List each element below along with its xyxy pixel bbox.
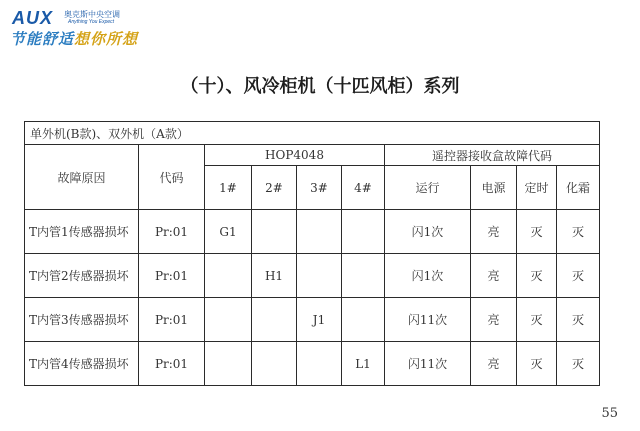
cell-cause: T内管1传感器损坏 [25, 210, 139, 254]
cell-timer: 灭 [517, 298, 557, 342]
header-code: 代码 [139, 145, 205, 210]
cell-timer: 灭 [517, 210, 557, 254]
cell-timer: 灭 [517, 254, 557, 298]
cell-defrost: 灭 [557, 298, 600, 342]
cell-code: Pr:01 [139, 342, 205, 386]
cell-timer: 灭 [517, 342, 557, 386]
cell-power: 亮 [471, 298, 517, 342]
cell-run: 闪1次 [385, 254, 471, 298]
logo-aux-text: AUX [12, 8, 54, 28]
header-hop-4: 4# [342, 166, 385, 210]
cell-run: 闪11次 [385, 342, 471, 386]
table-row [25, 342, 600, 386]
cell-hop-3: J1 [297, 298, 342, 342]
cell-cause: T内管4传感器损坏 [25, 342, 139, 386]
page-title: （十）、风冷柜机（十匹风柜）系列 [180, 76, 460, 97]
header-remote-codes: 遥控器接收盒故障代码 [385, 145, 600, 166]
cell-hop-3 [297, 210, 342, 254]
fault-code-table [24, 121, 600, 386]
cell-defrost: 灭 [557, 342, 600, 386]
cell-power: 亮 [471, 210, 517, 254]
cell-code: Pr:01 [139, 298, 205, 342]
cell-code: Pr:01 [139, 210, 205, 254]
cell-hop-2 [252, 342, 297, 386]
cell-hop-4 [342, 298, 385, 342]
cell-hop-1: G1 [205, 210, 252, 254]
cell-hop-4 [342, 210, 385, 254]
cell-hop-1 [205, 254, 252, 298]
model-row: 单外机(B款)、双外机（A款） [25, 122, 600, 145]
logo-slogan [10, 28, 138, 49]
header-timer: 定时 [517, 166, 557, 210]
page-number: 55 [601, 406, 618, 421]
cell-power: 亮 [471, 342, 517, 386]
cell-defrost: 灭 [557, 210, 600, 254]
header-hop4048: HOP4048 [205, 145, 385, 166]
cell-defrost: 灭 [557, 254, 600, 298]
table-row [25, 254, 600, 298]
cell-hop-2 [252, 298, 297, 342]
cell-hop-3 [297, 254, 342, 298]
cell-power: 亮 [471, 254, 517, 298]
cell-hop-1 [205, 342, 252, 386]
header-fault-cause: 故障原因 [25, 145, 139, 210]
cell-cause: T内管2传感器损坏 [25, 254, 139, 298]
header-hop-3: 3# [297, 166, 342, 210]
slogan-part-1: 节能舒适 [10, 30, 75, 48]
cell-hop-2: H1 [252, 254, 297, 298]
cell-hop-2 [252, 210, 297, 254]
slogan-part-2: 想你所想 [74, 30, 139, 48]
cell-cause: T内管3传感器损坏 [25, 298, 139, 342]
table-row [25, 298, 600, 342]
cell-hop-4: L1 [342, 342, 385, 386]
header-defrost: 化霜 [557, 166, 600, 210]
cell-code: Pr:01 [139, 254, 205, 298]
header-power: 电源 [471, 166, 517, 210]
cell-hop-1 [205, 298, 252, 342]
logo-chinese-name: 奥克斯中央空调 [64, 10, 120, 19]
header-hop-2: 2# [252, 166, 297, 210]
cell-hop-3 [297, 342, 342, 386]
header-hop-1: 1# [205, 166, 252, 210]
cell-run: 闪1次 [385, 210, 471, 254]
cell-hop-4 [342, 254, 385, 298]
table-row [25, 210, 600, 254]
header-run: 运行 [385, 166, 471, 210]
brand-logo [8, 6, 178, 50]
logo-english-tagline: Anything You Expect [68, 19, 115, 25]
cell-run: 闪11次 [385, 298, 471, 342]
